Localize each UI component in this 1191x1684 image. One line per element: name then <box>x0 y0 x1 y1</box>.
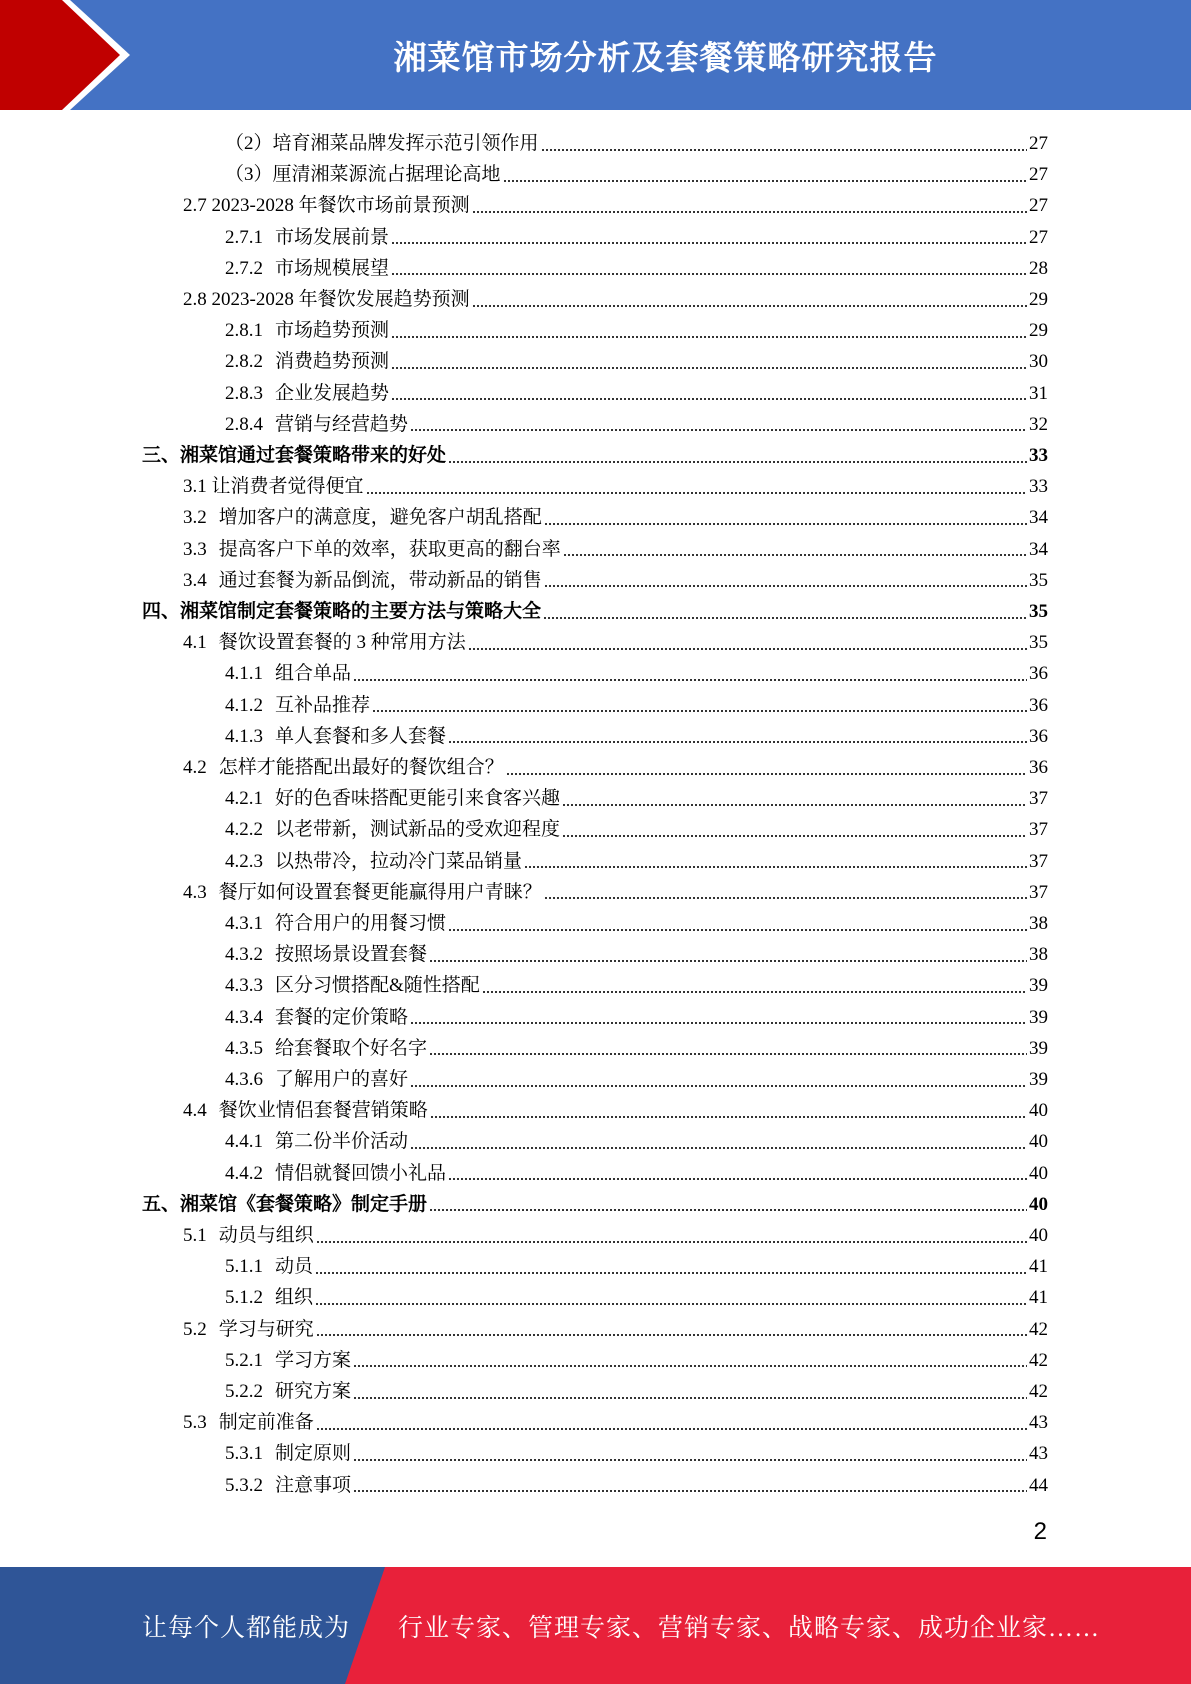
toc-entry-text: 研究方案 <box>275 1381 352 1402</box>
toc-entry-page: 39 <box>1029 1006 1048 1028</box>
toc-entry[interactable] <box>225 378 1048 409</box>
toc-entry-number: 5.3.1 <box>225 1443 263 1465</box>
toc-entry[interactable] <box>142 1189 1048 1220</box>
toc-entry-title <box>183 1314 314 1345</box>
toc-entry[interactable] <box>183 877 1048 908</box>
toc-entry-page: 41 <box>1029 1287 1048 1309</box>
toc-entry[interactable] <box>225 409 1048 440</box>
toc-entry[interactable] <box>142 596 1048 627</box>
toc-entry[interactable] <box>225 1158 1048 1189</box>
header-arrow-decoration <box>0 0 160 110</box>
toc-dot-leader <box>391 398 1027 400</box>
toc-entry-page: 37 <box>1029 788 1048 810</box>
toc-entry-title <box>225 1251 313 1282</box>
toc-entry-title <box>183 190 470 221</box>
toc-entry-text: 市场趋势预测 <box>275 320 390 342</box>
toc-entry[interactable] <box>225 939 1048 970</box>
toc-dot-leader <box>391 273 1027 275</box>
toc-dot-leader <box>315 1272 1027 1274</box>
toc-entry-title <box>225 939 427 970</box>
toc-entry-number: 4.2.1 <box>225 788 263 810</box>
toc-entry-title <box>183 284 470 315</box>
toc-entry-page: 37 <box>1029 881 1048 903</box>
toc-entry[interactable] <box>225 970 1048 1001</box>
toc-entry-text: 增加客户的满意度，避免客户胡乱搭配 <box>218 507 542 529</box>
toc-entry-title <box>225 1470 351 1501</box>
toc-entry-text: 符合用户的用餐习惯 <box>275 913 447 934</box>
toc-entry[interactable] <box>183 1314 1048 1345</box>
toc-entry-text: 学习方案 <box>275 1349 352 1371</box>
toc-dot-leader <box>506 773 1027 775</box>
toc-entry-page: 33 <box>1029 445 1048 466</box>
toc-entry[interactable] <box>225 1345 1048 1376</box>
toc-entry-title <box>225 846 522 877</box>
toc-entry-title <box>183 877 542 908</box>
toc-entry-title <box>225 159 501 190</box>
report-title: 湘菜馆市场分析及套餐策略研究报告 <box>393 37 938 77</box>
toc-entry-number: 5.1 <box>183 1225 207 1246</box>
toc-dot-leader <box>391 367 1027 369</box>
toc-entry-number: 2.8.2 <box>225 351 263 373</box>
toc-entry-title <box>142 1189 427 1220</box>
toc-entry-page: 41 <box>1029 1256 1048 1278</box>
toc-dot-leader <box>448 741 1027 743</box>
toc-entry[interactable] <box>225 846 1048 877</box>
toc-dot-leader <box>524 866 1027 868</box>
toc-entry-number: 5.1.2 <box>225 1287 263 1309</box>
toc-entry-page: 42 <box>1029 1349 1048 1371</box>
toc-entry[interactable] <box>225 1470 1048 1501</box>
toc-entry[interactable] <box>225 1438 1048 1469</box>
toc-entry[interactable] <box>183 1220 1048 1251</box>
toc-entry-page: 38 <box>1029 913 1048 934</box>
toc-entry-text: 市场发展前景 <box>275 226 390 248</box>
toc-entry-text: 以老带新，测试新品的受欢迎程度 <box>275 819 561 841</box>
toc-entry[interactable] <box>225 1126 1048 1157</box>
toc-entry-text: 三、湘菜馆通过套餐策略带来的好处 <box>142 445 447 466</box>
toc-entry-title <box>225 346 389 377</box>
toc-entry-number: 5.2.2 <box>225 1381 263 1402</box>
toc-entry-title <box>225 1345 351 1376</box>
toc-entry[interactable] <box>225 253 1048 284</box>
toc-entry-text: 套餐的定价策略 <box>275 1006 409 1028</box>
toc-entry-title <box>225 814 560 845</box>
toc-dot-leader <box>482 991 1027 993</box>
toc-entry-number: 4.3 <box>183 881 207 903</box>
toc-dot-leader <box>410 1085 1027 1087</box>
toc-entry-number: 4.4.1 <box>225 1131 263 1153</box>
page-footer <box>0 1567 1191 1684</box>
toc-entry-title <box>225 1064 408 1095</box>
toc-entry-page: 38 <box>1029 944 1048 966</box>
toc-dot-leader <box>391 336 1027 338</box>
toc-entry-page: 40 <box>1029 1193 1048 1215</box>
toc-entry[interactable] <box>225 721 1048 752</box>
toc-dot-leader <box>544 523 1027 525</box>
toc-entry[interactable] <box>183 284 1048 315</box>
toc-entry-page: 43 <box>1029 1443 1048 1465</box>
toc-entry-text: 制定原则 <box>275 1443 352 1465</box>
toc-entry-text: 餐厅如何设置套餐更能赢得用户青睐？ <box>218 881 542 903</box>
toc-entry-number: 5.2 <box>183 1318 207 1340</box>
toc-entry[interactable] <box>225 1251 1048 1282</box>
toc-dot-leader <box>353 1365 1027 1367</box>
toc-entry-title <box>225 970 480 1001</box>
toc-entry-title <box>142 596 541 627</box>
toc-entry-page: 35 <box>1029 601 1048 622</box>
toc-entry-number: 4.1.3 <box>225 725 263 747</box>
page-number: 2 <box>1033 1518 1047 1545</box>
toc-entry-number: 2.8.1 <box>225 320 263 342</box>
toc-entry-title <box>225 378 389 409</box>
toc-entry-text: 区分习惯搭配&随性搭配 <box>275 975 480 997</box>
toc-dot-leader <box>563 554 1027 556</box>
toc-dot-leader <box>448 461 1027 463</box>
toc-dot-leader <box>544 897 1027 899</box>
toc-entry-text: 以热带冷，拉动冷门菜品销量 <box>275 850 523 872</box>
toc-entry-title <box>225 1033 427 1064</box>
toc-dot-leader <box>316 1428 1027 1430</box>
toc-entry-page: 30 <box>1029 351 1048 373</box>
toc-entry-number: 2.8.4 <box>225 413 263 435</box>
toc-entry-page: 40 <box>1029 1225 1048 1246</box>
toc-dot-leader <box>430 1116 1027 1118</box>
toc-entry-title <box>225 690 370 721</box>
toc-entry-page: 31 <box>1029 382 1048 404</box>
toc-dot-leader <box>410 429 1027 431</box>
toc-entry-text: 2.8 2023-2028 年餐饮发展趋势预测 <box>183 289 470 310</box>
toc-entry-page: 27 <box>1029 195 1048 217</box>
toc-entry-title <box>225 1282 313 1313</box>
toc-entry-title <box>225 1438 351 1469</box>
toc-entry-page: 28 <box>1029 257 1048 279</box>
toc-entry-text: 营销与经营趋势 <box>275 413 409 435</box>
toc-entry[interactable] <box>183 1407 1048 1438</box>
toc-entry-number: 4.3.2 <box>225 944 263 966</box>
toc-entry-title <box>225 409 408 440</box>
toc-entry-page: 36 <box>1029 694 1048 716</box>
toc-dot-leader <box>472 211 1027 213</box>
toc-entry-title <box>183 1407 314 1438</box>
toc-entry-text: 餐饮设置套餐的 3 种常用方法 <box>218 632 466 654</box>
toc-entry-title <box>142 440 446 471</box>
toc-entry[interactable] <box>225 908 1048 939</box>
toc-dot-leader <box>429 1053 1027 1055</box>
toc-entry-text: 注意事项 <box>275 1474 352 1496</box>
toc-entry-number: 2.7.1 <box>225 226 263 248</box>
toc-entry-title <box>225 721 446 752</box>
toc-entry-text: 组合单品 <box>275 663 352 685</box>
toc-entry-number: 4.3.4 <box>225 1006 263 1028</box>
toc-entry-number: 5.1.1 <box>225 1256 263 1278</box>
toc-dot-leader <box>316 1334 1027 1336</box>
toc-entry-text: 组织 <box>275 1287 314 1309</box>
toc-entry-text: 单人套餐和多人套餐 <box>275 725 447 747</box>
toc-entry-text: 动员 <box>275 1256 314 1278</box>
toc-entry-page: 36 <box>1029 757 1048 778</box>
toc-entry-page: 40 <box>1029 1100 1048 1122</box>
toc-dot-leader <box>562 804 1027 806</box>
toc-entry-text: 按照场景设置套餐 <box>275 944 428 966</box>
toc-entry[interactable] <box>225 1033 1048 1064</box>
toc-entry-number: 4.4.2 <box>225 1162 263 1184</box>
toc-entry[interactable] <box>183 190 1048 221</box>
toc-entry-title <box>225 1126 408 1157</box>
toc-entry-number: 4.3.5 <box>225 1037 263 1059</box>
toc-entry-title <box>183 1095 428 1126</box>
toc-entry[interactable] <box>183 534 1048 565</box>
toc-entry-page: 39 <box>1029 1069 1048 1090</box>
toc-dot-leader <box>315 1303 1027 1305</box>
toc-entry-text: 3.1 让消费者觉得便宜 <box>183 476 364 498</box>
toc-entry[interactable] <box>225 1064 1048 1095</box>
toc-entry-text: 情侣就餐回馈小礼品 <box>275 1162 447 1184</box>
toc-entry-title <box>225 658 351 689</box>
toc-dot-leader <box>472 305 1027 307</box>
footer-slogan-left: 让每个人都能成为 <box>142 1614 351 1642</box>
toc-dot-leader <box>503 180 1027 182</box>
toc-entry-number: 2.7.2 <box>225 257 263 279</box>
footer-slogan-right: 行业专家、管理专家、营销专家、战略专家、成功企业家…… <box>398 1614 1101 1642</box>
toc-entry[interactable] <box>225 690 1048 721</box>
toc-entry-page: 33 <box>1029 476 1048 498</box>
toc-entry-page: 40 <box>1029 1162 1048 1184</box>
toc-dot-leader <box>429 960 1027 962</box>
toc-dot-leader <box>544 585 1027 587</box>
toc-entry-number: 4.1.1 <box>225 663 263 685</box>
toc-entry-page: 39 <box>1029 1037 1048 1059</box>
toc-entry-number: 5.3.2 <box>225 1474 263 1496</box>
toc-entry-number: 4.2.2 <box>225 819 263 841</box>
toc-entry-number: 3.3 <box>183 538 207 560</box>
toc-entry-page: 29 <box>1029 289 1048 310</box>
toc-entry-text: 互补品推荐 <box>275 694 371 716</box>
toc-dot-leader <box>562 835 1027 837</box>
toc-entry[interactable] <box>142 440 1048 471</box>
toc-entry-title <box>183 1220 314 1251</box>
toc-entry-text: 通过套餐为新品倒流，带动新品的销售 <box>218 569 542 591</box>
toc-entry-text: 怎样才能搭配出最好的餐饮组合？ <box>218 757 504 778</box>
toc-entry[interactable] <box>225 1376 1048 1407</box>
toc-entry-page: 44 <box>1029 1474 1048 1496</box>
toc-entry-page: 42 <box>1029 1381 1048 1402</box>
toc-entry-title <box>183 565 542 596</box>
toc-entry-page: 27 <box>1029 164 1048 186</box>
toc-entry-title <box>225 908 446 939</box>
toc-entry-text: 了解用户的喜好 <box>275 1069 409 1090</box>
toc-entry-page: 27 <box>1029 226 1048 248</box>
toc-entry-text: 给套餐取个好名字 <box>275 1037 428 1059</box>
toc-entry-page: 34 <box>1029 507 1048 529</box>
toc-entry-number: 4.1.2 <box>225 694 263 716</box>
toc-dot-leader <box>353 1397 1027 1399</box>
toc-entry-text: 提高客户下单的效率，获取更高的翻台率 <box>218 538 561 560</box>
toc-entry-page: 36 <box>1029 663 1048 685</box>
toc-entry-title <box>225 253 389 284</box>
toc-entry-page: 39 <box>1029 975 1048 997</box>
toc-entry[interactable] <box>225 814 1048 845</box>
toc-entry-title <box>225 1158 446 1189</box>
toc-dot-leader <box>372 710 1027 712</box>
toc-entry-number: 5.3 <box>183 1412 207 1434</box>
toc-dot-leader <box>543 617 1027 619</box>
toc-dot-leader <box>448 929 1027 931</box>
toc-entry-page: 37 <box>1029 819 1048 841</box>
toc-entry-page: 36 <box>1029 725 1048 747</box>
toc-entry-number: 4.3.6 <box>225 1069 263 1090</box>
toc-entry-title <box>225 783 560 814</box>
toc-dot-leader <box>410 1147 1027 1149</box>
toc-entry[interactable] <box>225 315 1048 346</box>
toc-entry-page: 42 <box>1029 1318 1048 1340</box>
toc-entry[interactable] <box>183 471 1048 502</box>
toc-entry-number: 5.2.1 <box>225 1349 263 1371</box>
toc-dot-leader <box>366 492 1027 494</box>
toc-entry[interactable] <box>225 1282 1048 1313</box>
toc-entry-title <box>225 1002 408 1033</box>
toc-entry-title <box>183 534 561 565</box>
toc-entry-text: （3）厘清湘菜源流占据理论高地 <box>225 164 501 186</box>
toc-entry-title <box>225 128 539 159</box>
toc-entry-page: 40 <box>1029 1131 1048 1153</box>
toc-entry-title <box>225 222 389 253</box>
toc-entry[interactable] <box>183 1095 1048 1126</box>
toc-entry-title <box>225 1376 351 1407</box>
toc-entry-number: 3.4 <box>183 569 207 591</box>
toc-entry-title <box>183 752 504 783</box>
toc-entry-text: 制定前准备 <box>218 1412 314 1434</box>
toc-dot-leader <box>468 648 1027 650</box>
toc-dot-leader <box>448 1178 1027 1180</box>
toc-entry-number: 4.2.3 <box>225 850 263 872</box>
toc-entry-page: 32 <box>1029 413 1048 435</box>
toc-entry-page: 35 <box>1029 632 1048 654</box>
toc-entry-text: 餐饮业情侣套餐营销策略 <box>218 1100 428 1122</box>
toc-entry-title <box>225 315 389 346</box>
toc-entry[interactable] <box>225 159 1048 190</box>
toc-entry-text: 第二份半价活动 <box>275 1131 409 1153</box>
toc-entry-page: 35 <box>1029 569 1048 591</box>
toc-dot-leader <box>410 1022 1027 1024</box>
toc-entry-number: 4.3.3 <box>225 975 263 997</box>
toc-entry-text: 四、湘菜馆制定套餐策略的主要方法与策略大全 <box>142 601 542 622</box>
toc-entry[interactable] <box>225 658 1048 689</box>
toc-dot-leader <box>429 1209 1027 1211</box>
toc-entry-title <box>183 471 364 502</box>
toc-entry-number: 4.4 <box>183 1100 207 1122</box>
toc-entry-page: 34 <box>1029 538 1048 560</box>
toc-entry-text: 动员与组织 <box>218 1225 314 1246</box>
toc-entry[interactable] <box>225 222 1048 253</box>
toc-entry-number: 2.8.3 <box>225 382 263 404</box>
toc-entry[interactable] <box>225 346 1048 377</box>
toc-dot-leader <box>316 1241 1027 1243</box>
toc-entry-text: 学习与研究 <box>218 1318 314 1340</box>
toc-entry-number: 4.1 <box>183 632 207 654</box>
toc-entry[interactable] <box>225 128 1048 159</box>
toc-entry[interactable] <box>183 502 1048 533</box>
toc-entry[interactable] <box>183 752 1048 783</box>
toc-entry-page: 37 <box>1029 850 1048 872</box>
toc-entry-text: 消费趋势预测 <box>275 351 390 373</box>
toc-entry[interactable] <box>183 565 1048 596</box>
toc-entry-text: 市场规模展望 <box>275 257 390 279</box>
toc-entry-page: 29 <box>1029 320 1048 342</box>
toc-entry-page: 43 <box>1029 1412 1048 1434</box>
toc-entry-number: 4.2 <box>183 757 207 778</box>
toc-dot-leader <box>541 149 1027 151</box>
toc-entry[interactable] <box>183 627 1048 658</box>
toc-entry[interactable] <box>225 783 1048 814</box>
toc-dot-leader <box>353 1459 1027 1461</box>
toc-entry-number: 4.3.1 <box>225 913 263 934</box>
toc-entry-text: 好的色香味搭配更能引来食客兴趣 <box>275 788 561 810</box>
toc-entry-title <box>183 502 542 533</box>
toc-entry-text: 五、湘菜馆《套餐策略》制定手册 <box>142 1193 428 1215</box>
toc-dot-leader <box>353 679 1027 681</box>
toc-entry-text: 2.7 2023-2028 年餐饮市场前景预测 <box>183 195 470 217</box>
toc-entry-text: （2）培育湘菜品牌发挥示范引领作用 <box>225 133 539 154</box>
toc-entry-title <box>183 627 466 658</box>
toc-entry-page: 27 <box>1029 133 1048 154</box>
toc-entry-text: 企业发展趋势 <box>275 382 390 404</box>
page-header <box>0 0 1191 110</box>
toc-dot-leader <box>353 1490 1027 1492</box>
toc-dot-leader <box>391 242 1027 244</box>
toc-entry[interactable] <box>225 1002 1048 1033</box>
toc-entry-number: 3.2 <box>183 507 207 529</box>
